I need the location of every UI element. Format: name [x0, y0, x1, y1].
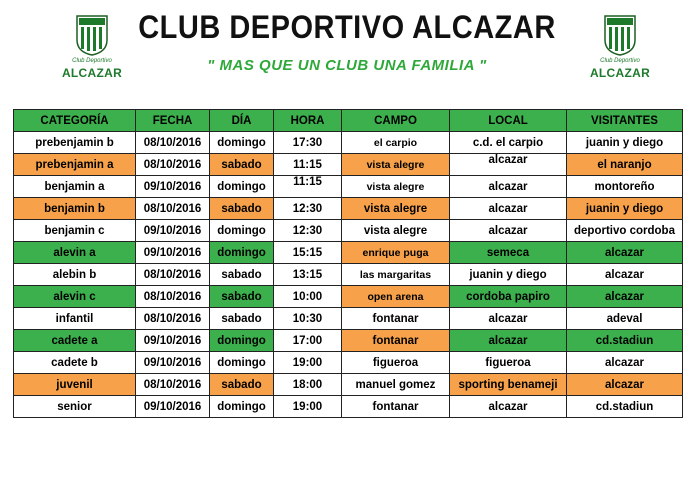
cell-categoria: juvenil [14, 374, 136, 396]
cell-campo: las margaritas [342, 264, 450, 286]
cell-visitantes: juanin y diego [567, 198, 683, 220]
table-row [14, 242, 683, 264]
cell-campo: enrique puga [342, 242, 450, 264]
cell-campo: fontanar [342, 330, 450, 352]
cell-categoria: prebenjamin a [14, 154, 136, 176]
cell-visitantes: adeval [567, 308, 683, 330]
cell-visitantes: cd.stadiun [567, 396, 683, 418]
cell-hora: 17:00 [274, 330, 342, 352]
cell-fecha: 09/10/2016 [136, 176, 210, 198]
page-subtitle: " MAS QUE UN CLUB UNA FAMILIA " [207, 57, 487, 74]
cell-campo: manuel gomez [342, 374, 450, 396]
header-visitantes: VISITANTES [567, 110, 683, 132]
cell-dia: domingo [210, 220, 274, 242]
table-row [14, 330, 683, 352]
header-categoria: CATEGORÍA [14, 110, 136, 132]
logo-big-text: ALCAZAR [61, 66, 123, 80]
cell-local: alcazar [450, 176, 567, 198]
cell-fecha: 08/10/2016 [136, 154, 210, 176]
cell-hora: 10:00 [274, 286, 342, 308]
cell-categoria: cadete a [14, 330, 136, 352]
cell-dia: domingo [210, 176, 274, 198]
cell-campo: figueroa [342, 352, 450, 374]
cell-categoria: benjamin c [14, 220, 136, 242]
cell-local: semeca [450, 242, 567, 264]
cell-hora: 15:15 [274, 242, 342, 264]
cell-visitantes: juanin y diego [567, 132, 683, 154]
header-campo: CAMPO [342, 110, 450, 132]
cell-visitantes: cd.stadiun [567, 330, 683, 352]
cell-fecha: 08/10/2016 [136, 264, 210, 286]
table-row [14, 396, 683, 418]
cell-categoria: cadete b [14, 352, 136, 374]
header-dia: DÍA [210, 110, 274, 132]
table-row [14, 308, 683, 330]
schedule-table [13, 109, 683, 418]
logo-small-text: Club Deportivo [600, 58, 640, 64]
cell-fecha: 09/10/2016 [136, 220, 210, 242]
cell-campo: fontanar [342, 308, 450, 330]
cell-visitantes: alcazar [567, 242, 683, 264]
cell-campo: vista alegre [342, 176, 450, 198]
table-row [14, 176, 683, 198]
table-row [14, 198, 683, 220]
cell-local: alcazar [450, 154, 567, 176]
cell-categoria: senior [14, 396, 136, 418]
header-hora: HORA [274, 110, 342, 132]
cell-campo: open arena [342, 286, 450, 308]
cell-dia: domingo [210, 132, 274, 154]
header-local: LOCAL [450, 110, 567, 132]
cell-local: cordoba papiro [450, 286, 567, 308]
table-row [14, 220, 683, 242]
cell-local: sporting benameji [450, 374, 567, 396]
cell-local: alcazar [450, 396, 567, 418]
cell-dia: domingo [210, 330, 274, 352]
cell-hora: 11:15 [274, 154, 342, 176]
cell-hora: 13:15 [274, 264, 342, 286]
cell-fecha: 09/10/2016 [136, 242, 210, 264]
cell-fecha: 08/10/2016 [136, 286, 210, 308]
cell-local: alcazar [450, 330, 567, 352]
cell-hora: 11:15 [274, 176, 342, 198]
cell-dia: domingo [210, 352, 274, 374]
cell-dia: sabado [210, 308, 274, 330]
cell-hora: 19:00 [274, 396, 342, 418]
cell-dia: sabado [210, 198, 274, 220]
cell-categoria: alebin b [14, 264, 136, 286]
cell-visitantes: alcazar [567, 264, 683, 286]
cell-visitantes: alcazar [567, 374, 683, 396]
table-row [14, 264, 683, 286]
cell-hora: 12:30 [274, 220, 342, 242]
logo-big-text: ALCAZAR [589, 66, 651, 80]
table-row [14, 132, 683, 154]
cell-local: alcazar [450, 308, 567, 330]
cell-hora: 19:00 [274, 352, 342, 374]
header-fecha: FECHA [136, 110, 210, 132]
cell-hora: 10:30 [274, 308, 342, 330]
page-title: CLUB DEPORTIVO ALCAZAR [138, 10, 556, 46]
table-row [14, 374, 683, 396]
cell-fecha: 09/10/2016 [136, 396, 210, 418]
cell-categoria: prebenjamin b [14, 132, 136, 154]
logo-small-text: Club Deportivo [72, 58, 112, 64]
cell-local: figueroa [450, 352, 567, 374]
cell-local: juanin y diego [450, 264, 567, 286]
cell-visitantes: montoreño [567, 176, 683, 198]
cell-campo: vista alegre [342, 154, 450, 176]
cell-visitantes: deportivo cordoba [567, 220, 683, 242]
cell-dia: sabado [210, 286, 274, 308]
cell-dia: sabado [210, 154, 274, 176]
cell-campo: fontanar [342, 396, 450, 418]
cell-fecha: 09/10/2016 [136, 330, 210, 352]
cell-fecha: 08/10/2016 [136, 308, 210, 330]
cell-visitantes: alcazar [567, 286, 683, 308]
cell-fecha: 08/10/2016 [136, 132, 210, 154]
cell-hora: 12:30 [274, 198, 342, 220]
cell-categoria: benjamin a [14, 176, 136, 198]
cell-visitantes: el naranjo [567, 154, 683, 176]
cell-local: alcazar [450, 220, 567, 242]
cell-campo: el carpio [342, 132, 450, 154]
cell-fecha: 08/10/2016 [136, 198, 210, 220]
cell-fecha: 08/10/2016 [136, 374, 210, 396]
cell-hora: 17:30 [274, 132, 342, 154]
cell-dia: domingo [210, 242, 274, 264]
table-row [14, 286, 683, 308]
cell-visitantes: alcazar [567, 352, 683, 374]
table-header-row [14, 110, 683, 132]
cell-hora: 18:00 [274, 374, 342, 396]
cell-fecha: 09/10/2016 [136, 352, 210, 374]
cell-dia: sabado [210, 264, 274, 286]
cell-dia: domingo [210, 396, 274, 418]
cell-categoria: infantil [14, 308, 136, 330]
table-row [14, 154, 683, 176]
cell-categoria: alevin a [14, 242, 136, 264]
cell-local: c.d. el carpio [450, 132, 567, 154]
cell-local: alcazar [450, 198, 567, 220]
cell-categoria: alevin c [14, 286, 136, 308]
cell-categoria: benjamin b [14, 198, 136, 220]
cell-campo: vista alegre [342, 198, 450, 220]
table-row [14, 352, 683, 374]
cell-dia: sabado [210, 374, 274, 396]
cell-campo: vista alegre [342, 220, 450, 242]
